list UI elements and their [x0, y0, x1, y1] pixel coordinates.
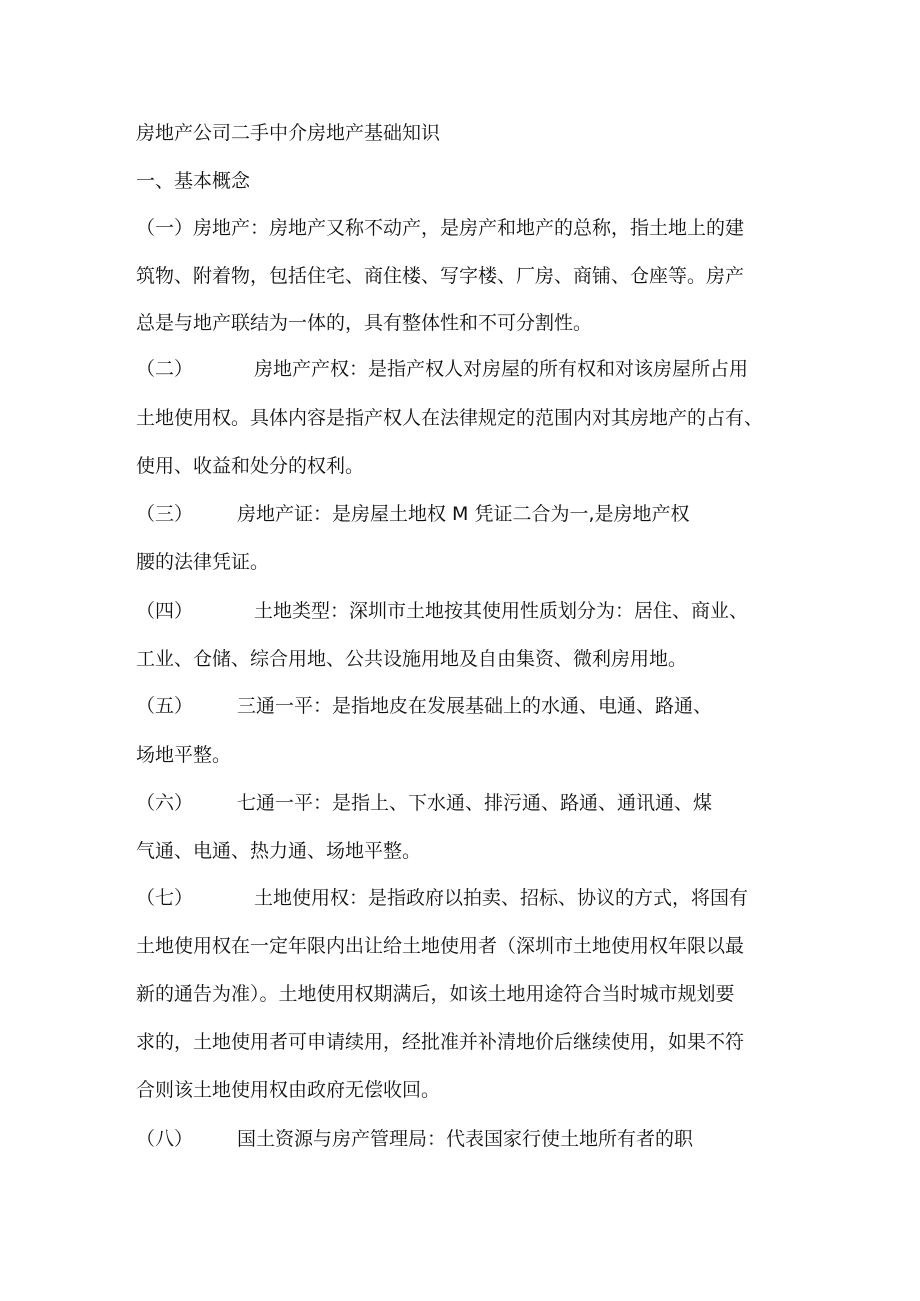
section-heading: 一、基本概念	[136, 170, 251, 192]
paragraph-line: 腰的法律凭证。	[136, 551, 270, 573]
paragraph-line	[136, 599, 748, 623]
paragraph-line	[136, 791, 712, 815]
item-number: （八）	[136, 1128, 194, 1150]
document-title: 房地产公司二手中介房地产基础知识	[136, 122, 441, 144]
paragraph-line: 使用、收益和处分的权利。	[136, 455, 365, 477]
item-number: （五）	[136, 695, 194, 717]
paragraph-line: 土地使用权在一定年限内出让给土地使用者（深圳市土地使用权年限以最	[136, 935, 745, 957]
item-text: 七通一平：是指上、下水通、排污通、路通、通讯通、煤	[237, 792, 713, 814]
paragraph-line: 场地平整。	[136, 744, 232, 766]
paragraph-line	[136, 694, 712, 718]
item-number: （六）	[136, 792, 194, 814]
paragraph-line	[136, 502, 690, 526]
paragraph-line: 气通、电通、热力通、场地平整。	[136, 840, 422, 862]
paragraph-line	[136, 886, 748, 910]
paragraph-line: 工业、仓储、综合用地、公共设施用地及自由集资、微利房用地。	[136, 648, 688, 670]
item-number: （四）	[136, 600, 194, 622]
item-text: 房地产产权：是指产权人对房屋的所有权和对该房屋所占用	[254, 358, 749, 380]
item-text: 国土资源与房产管理局：代表国家行使土地所有者的职	[237, 1128, 694, 1150]
item-text: 房地产：房地产又称不动产，是房产和地产的总称，指土地上的建	[193, 217, 745, 239]
paragraph-line: 总是与地产联结为一体的，具有整体性和不可分割性。	[136, 312, 593, 334]
paragraph-line	[136, 1127, 693, 1151]
paragraph-line	[136, 216, 744, 240]
paragraph-line: 筑物、附着物，包括住宅、商住楼、写字楼、厂房、商铺、仓座等。房产	[136, 265, 745, 287]
item-number: （七）	[136, 887, 194, 909]
paragraph-line: 新的通告为准）。土地使用权期满后，如该土地用途符合当时城市规划要	[136, 983, 735, 1005]
paragraph-line: 合则该土地使用权由政府无偿收回。	[136, 1079, 441, 1101]
item-text: 房地产证：是房屋土地权 M 凭证二合为一,是房地产权	[237, 503, 690, 525]
item-text: 三通一平：是指地皮在发展基础上的水通、电通、路通、	[237, 695, 713, 717]
paragraph-line: 土地使用权。具体内容是指产权人在法律规定的范围内对其房地产的占有、	[136, 407, 764, 429]
item-text: 土地使用权：是指政府以拍卖、招标、协议的方式，将国有	[254, 887, 749, 909]
item-number: （一）	[136, 217, 194, 239]
item-text: 土地类型：深圳市土地按其使用性质划分为：居住、商业、	[254, 600, 749, 622]
item-number: （二）	[136, 358, 194, 380]
paragraph-line	[136, 357, 748, 381]
paragraph-line: 求的，土地使用者可申请续用，经批准并补清地价后继续使用，如果不符	[136, 1031, 745, 1053]
item-number: （三）	[136, 503, 194, 525]
